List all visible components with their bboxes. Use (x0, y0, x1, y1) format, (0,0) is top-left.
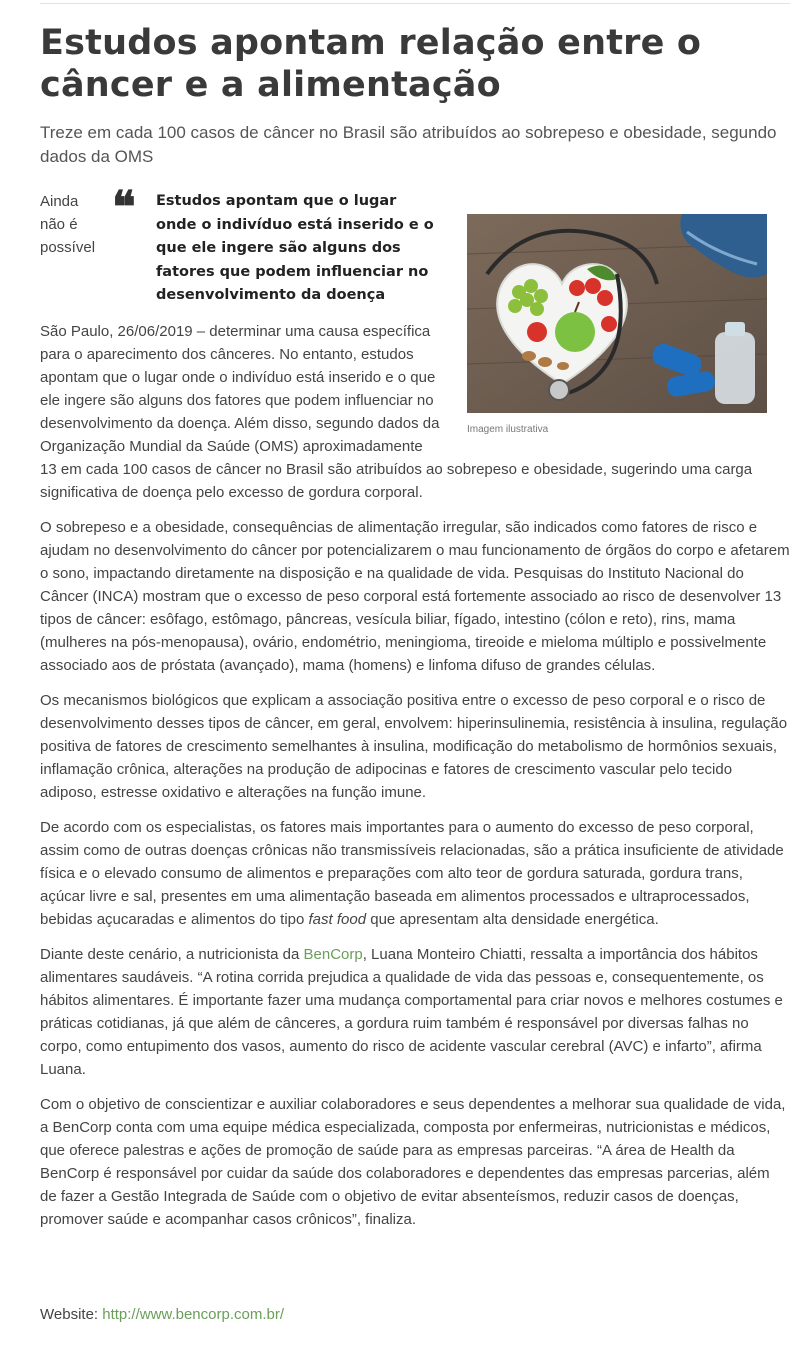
paragraph-4 (40, 816, 790, 931)
paragraph-4-text: De acordo com os especialistas, os fatores mais importantes para o aumento do excesso de peso corporal, assim como de outras doenças crônicas não transmissíveis relacionadas, são a prática insuficiente de atividade física e o elevado consumo de alimentos e preparações com alto teor de gordura saturada, gordura trans, açúcar livre e sal, presentes em uma alimentação baseada em alimentos processados e ultraprocessados, bebidas açucaradas e alimentos do tipo (40, 818, 784, 928)
bencorp-link[interactable]: BenCorp (303, 945, 363, 963)
top-divider (40, 3, 790, 4)
intro-lead: Ainda não é possível (40, 193, 96, 256)
paragraph-5-text: Diante deste cenário, a nutricionista da (40, 945, 304, 963)
article-subtitle: Treze em cada 100 casos de câncer no Brasil são atribuídos ao sobrepeso e obesidade, segundo dados da OMS (40, 123, 777, 166)
paragraph-5-end: , Luana Monteiro Chiatti, ressalta a importância dos hábitos alimentares saudáveis. “A rotina corrida prejudica a qualidade de vida das pessoas e, consequentemente, os hábitos alimentares. É importante fazer uma mudança comportamental para criar novos e melhores costumes e práticas cotidianas, já que além de cânceres, a gordura ruim também é responsável por diversas falhas no corpo, como entupimento dos vasos, aumento do risco de acidente vascular cerebral (AVC) e infarto”, afirma Luana. (40, 945, 783, 1078)
fast-food-term: fast food (308, 910, 367, 928)
website-label: Website: (40, 1306, 103, 1323)
paragraph-4-end: que apresentam alta densidade energética. (366, 910, 659, 928)
article-title: Estudos apontam relação entre o câncer e a alimentação (40, 23, 702, 105)
website-link[interactable]: http://www.bencorp.com.br/ (102, 1306, 284, 1323)
article-body (40, 182, 790, 1243)
paragraph-2: O sobrepeso e a obesidade, consequências de alimentação irregular, são indicados como fatores de risco e ajudam no desenvolvimento do câncer por potencializarem o mau funcionamento de órgãos do corpo e afetarem o sono, impactando diretamente na disposição e na qualidade de vida. Pesquisas do Instituto Nacional do Câncer (INCA) mostram que o excesso de peso corporal está fortemente associado ao risco de desenvolver 13 tipos de câncer: esôfago, estômago, pâncreas, vesícula biliar, fígado, intestino (cólon e reto), rins, mama (mulheres na pós-menopausa), ovário, endométrio, meningioma, tireoide e mieloma múltiplo e possivelmente associado aos de próstata (avançado), mama (homens) e linfoma difuso de grandes células. (40, 518, 790, 674)
paragraph-6: Com o objetivo de conscientizar e auxiliar colaboradores e seus dependentes a melhorar sua qualidade de vida, a BenCorp conta com uma equipe médica especializada, composta por enfermeiras, nutricionistas e médicos, que oferece palestras e ações de promoção de saúde para as empresas parceiras. “A área de Health da BenCorp é responsável por cuidar da saúde dos colaboradores e dependentes das empresas parcerias, além de fazer a Gestão Integrada de Saúde com o objetivo de evitar absenteísmos, reduzir casos de doenças, promover saúde e acompanhar casos crônicos”, finaliza. (40, 1095, 786, 1228)
pull-quote (100, 182, 436, 308)
article-figure (467, 214, 767, 437)
website-line (40, 1303, 284, 1326)
pull-quote-text: Estudos apontam que o lugar onde o indivíduo está inserido e o que ele ingere são alguns dos fatores que podem influenciar no desenvolvimento da doença (156, 193, 434, 303)
healthy-food-photo (467, 214, 767, 413)
paragraph-3: Os mecanismos biológicos que explicam a associação positiva entre o excesso de peso corporal e o risco de desenvolvimento desses tipos de câncer, em geral, envolvem: hiperinsulinemia, resistência à insulina, regulação positiva de fatores de crescimento semelhantes à insulina, modificação do metabolismo de hormônios sexuais, inflamação crônica, alterações na produção de adipocinas e fatores de crescimento vascular pelo tecido adiposo, estresse oxidativo e alterações na função imune. (40, 691, 788, 801)
quote-icon: ❝ (112, 182, 136, 233)
image-caption: Imagem ilustrativa (467, 424, 549, 435)
intro-row (40, 182, 443, 308)
dateline: São Paulo, 26/06/2019 – (40, 322, 206, 340)
paragraph-5 (40, 943, 790, 1081)
paragraph-1-text: determinar uma causa específica para o aparecimento dos cânceres. No entanto, estudos apontam que o lugar onde o indivíduo está inserido e o que ele ingere são alguns dos fatores que podem influenciar no desenvolvimento da doença. Além disso, segundo dados da Organização Mundial da Saúde (OMS) aproximadamente 13 em cada 100 casos de câncer no Brasil são atribuídos ao sobrepeso e obesidade, sugerindo uma carga significativa de doença pelo excesso de gordura corporal. (40, 322, 753, 501)
